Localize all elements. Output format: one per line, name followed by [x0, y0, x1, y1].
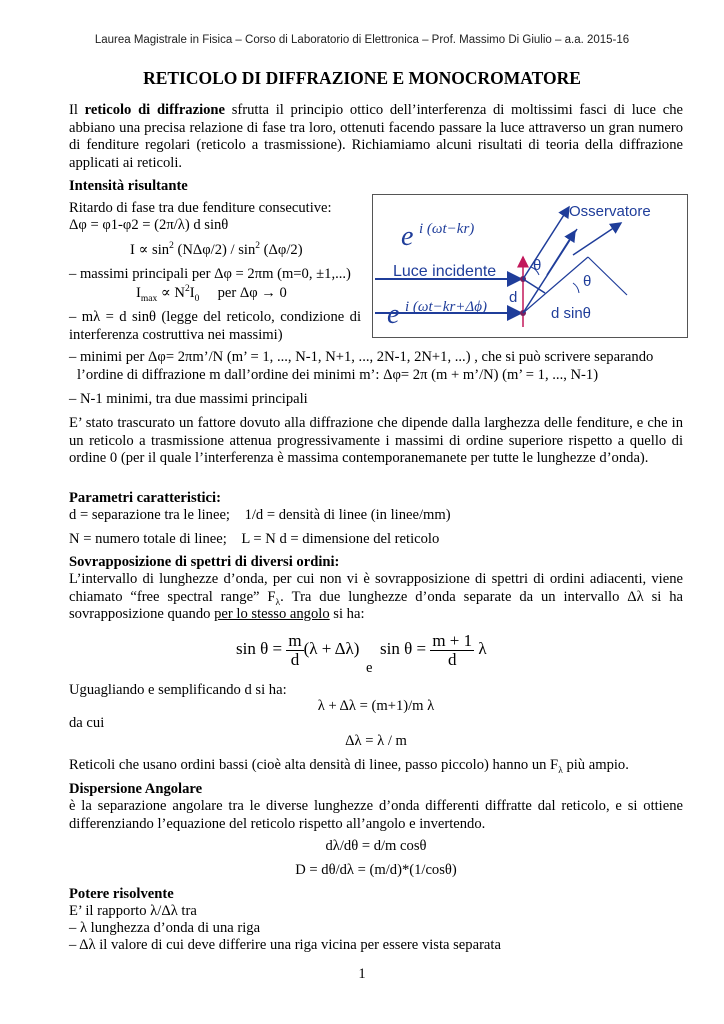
heading-parametri: Parametri caratteristici:: [69, 490, 221, 506]
equation-dlambda-dtheta: dλ/dθ = d/m cosθ: [325, 838, 427, 854]
same-angle-underlined: per lo stesso angolo: [214, 606, 330, 622]
theta-label-1: θ: [533, 257, 542, 274]
fsr-text-1: L’intervallo di lunghezze d’onda, per cui non vi è sovrapposizione di spettri di ordini adiacenti, viene chiamato “free spectral range” F: [69, 571, 683, 605]
wave-exp-top: i (ωt−kr): [419, 221, 475, 237]
parametri-line-1: d = separazione tra le linee; 1/d = densità di linee (in linee/mm): [69, 507, 451, 523]
equation-delta-lambda: Δλ = λ / m: [345, 733, 407, 749]
wave-exp-bottom: i (ωt−kr+Δϕ): [405, 299, 487, 315]
potere-line-2: – λ lunghezza d’onda di una riga: [69, 920, 261, 936]
low-order-text-2: più ampio.: [562, 757, 629, 773]
intro-bold-term: reticolo di diffrazione: [84, 102, 226, 118]
parametri-line-2: N = numero totale di linee; L = N d = dimensione del reticolo: [69, 531, 440, 547]
heading-potere: Potere risolvente: [69, 886, 174, 902]
intensita-line-6: – mλ = d sinθ (legge del reticolo, condizione di interferenza costruttiva nei massimi): [69, 309, 361, 343]
intensita-paragraph-2: E’ stato trascurato un fattore dovuto alla diffrazione che dipende dalla larghezza delle fenditure, e che in un reticolo a trasmissione attenua progressivamente i massimi di ordine superiore rispetto a quello di ordine 0 (per il quale l’interferenza è massima contemporanemanete per tutte le lunghezze d’onda).: [69, 415, 683, 466]
grating-diagram: [372, 194, 688, 338]
wave-e-bottom: e: [387, 299, 400, 330]
intensita-line-9: – N-1 minimi, tra due massimi principali: [69, 391, 308, 407]
incident-light-label: Luce incidente: [393, 263, 497, 280]
equation-conjunction: e: [366, 660, 373, 676]
equation-dispersion: D = dθ/dλ = (m/d)*(1/cosθ): [295, 862, 457, 878]
diffracted-ray-right: [573, 223, 621, 255]
intensita-line-1: Ritardo di fase tra due fenditure consecutive:: [69, 200, 332, 216]
low-order-text-1: Reticoli che usano ordini bassi (cioè alta densità di linee, passo piccolo) hanno un F: [69, 757, 559, 773]
reticoli-ordini-bassi: Reticoli che usano ordini bassi (cioè alta densità di linee, passo piccolo) hanno un $F_\lambda$ più ampio.: [69, 757, 629, 776]
diffracted-ray-top: [523, 207, 569, 279]
d-label: d: [509, 289, 518, 306]
intensity-formula: $I \propto \sin^2 (N\Delta\varphi/2) / \sin^2 (\Delta\varphi/2)$: [130, 241, 303, 258]
overlap-equation-1: sin θ = $\frac{m}{d}$ (λ + Δλ): [236, 631, 360, 669]
intensita-line-7: – minimi per Δφ= 2πm’/N (m’ = 1, ..., N-1, N+1, ..., 2N-1, 2N+1, ...) , che si può scrivere separando: [69, 349, 654, 365]
page-title: RETICOLO DI DIFFRAZIONE E MONOCROMATORE: [143, 68, 581, 88]
intro-paragraph: [69, 102, 683, 172]
theta-construct-line: [588, 257, 627, 295]
potere-line-1: E’ il rapporto λ/Δλ tra: [69, 903, 197, 919]
equation-lambda-plus-delta: λ + Δλ = (m+1)/m λ: [317, 698, 435, 714]
heading-sovrapposizione: Sovrapposizione di spettri di diversi ordini:: [69, 554, 340, 570]
heading-intensita: Intensità risultante: [69, 178, 188, 194]
overlap-equation-2: sin θ = $\frac{m + 1}{d}$ λ: [380, 631, 487, 669]
wave-e-top: e: [401, 221, 414, 252]
fsr-text-3: si ha:: [329, 606, 365, 622]
fsr-text-2: . Tra due lunghezze d’onda separate da un intervallo Δλ si ha sovrapposizione quando: [69, 588, 683, 622]
imax-formula: $I_{max} \propto N^2I_0$ per Δφ → 0: [136, 284, 287, 304]
intensita-line-8: l’ordine di diffrazione m dall’ordine dei minimi m’: Δφ= 2π (m + m’/N) (m’ = 1, ..., N-1): [77, 367, 599, 383]
potere-line-3: – Δλ il valore di cui deve differire una riga vicina per essere vista separata: [69, 937, 501, 953]
running-header: Laurea Magistrale in Fisica – Corso di Laboratorio di Elettronica – Prof. Massimo Di Giulio – a.a. 2015-16: [94, 34, 630, 46]
path-difference-line: [523, 279, 545, 293]
dsintheta-label: d sinθ: [551, 305, 592, 322]
dispersione-paragraph: è la separazione angolare tra le diverse lunghezze d’onda differenti diffratte dal reticolo, e si ottiene differenziando l’equazione del reticolo rispetto all’angolo e invertendo.: [69, 798, 683, 832]
theta-label-2: θ: [583, 273, 592, 290]
intro-rest: sfrutta il principio ottico dell’interferenza di moltissimi fasci di luce che abbiano una precisa relazione di fase tra loro, ottenuti facendo passare la luce attraverso un gran numero di fenditure regolari (reticolo a trasmissione). Richiamiamo alcuni risultati di teoria della diffrazione applicati ai reticoli.: [69, 102, 683, 171]
diffracted-ray-bottom-tip: [547, 231, 575, 275]
intensita-line-2: Δφ = φ1-φ2 = (2π/λ) d sinθ: [69, 217, 229, 233]
theta-arc-2: [573, 283, 579, 293]
page-number: 1: [358, 966, 366, 982]
heading-dispersione: Dispersione Angolare: [69, 781, 203, 797]
uguagliando-line: Uguagliando e semplificando d si ha:: [69, 682, 287, 698]
intensita-line-4: – massimi principali per Δφ = 2πm (m=0, ±1,...): [69, 266, 351, 282]
intro-lead: Il: [69, 102, 85, 118]
sovrapposizione-paragraph: L’intervallo di lunghezze d’onda, per cui non vi è sovrapposizione di spettri di ordini adiacenti, viene chiamato “free spectral range” $F_\lambda$. Tra due lunghezze d’onda separate da un intervallo Δλ si ha sovrapposizione quando per lo stesso angolo si ha:: [69, 571, 683, 622]
da-cui-line: da cui: [69, 715, 105, 731]
observer-label: Osservatore: [569, 203, 651, 220]
